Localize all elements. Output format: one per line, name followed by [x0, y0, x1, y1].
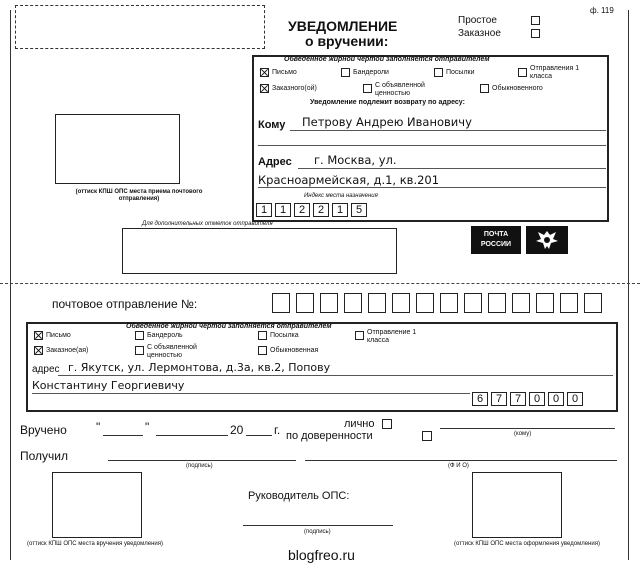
bottom-ordinary-label: Обыкновенная: [270, 347, 319, 354]
bottom-first-class-label: Отправление 1 класса: [367, 329, 417, 344]
top-first-class-checkbox[interactable]: [518, 68, 527, 77]
delivered-month-line: [156, 435, 228, 436]
bottom-parcel-label: Посылка: [270, 332, 299, 339]
top-banderol-checkbox[interactable]: [341, 68, 350, 77]
delivered-label: Вручено: [20, 423, 67, 437]
by-proxy-label: по доверенности: [286, 430, 373, 442]
komu-caption: (кому): [514, 431, 532, 437]
eagle-emblem-icon: [526, 226, 568, 254]
bottom-address-label: адрес: [32, 364, 60, 375]
shipment-number-cell[interactable]: [488, 293, 506, 313]
top-parcel-label: Посылки: [446, 69, 475, 76]
top-sender-box: [252, 55, 609, 222]
delivered-day-line: [103, 435, 143, 436]
delivered-quote-open: ": [96, 420, 101, 434]
bottom-banderol-label: Бандероль: [147, 332, 183, 339]
logo-line2: РОССИИ: [480, 241, 512, 248]
top-letter-checkbox[interactable]: [260, 68, 269, 77]
shipment-number-cell[interactable]: [272, 293, 290, 313]
bottom-sender-box: [26, 322, 618, 412]
top-address-underline2: [258, 187, 606, 188]
top-stamp-box: [55, 114, 180, 184]
shipment-number-cell[interactable]: [368, 293, 386, 313]
top-komu-value: Петрову Андрею Ивановичу: [302, 115, 472, 129]
top-index-digit: 2: [313, 203, 329, 217]
bottom-right-stamp-box: [472, 472, 562, 538]
top-address-label: Адрес: [258, 156, 292, 168]
type-registered-label: Заказное: [458, 28, 501, 39]
bottom-declared-checkbox[interactable]: [135, 346, 144, 355]
shipment-number-cell[interactable]: [296, 293, 314, 313]
delivered-quote-close: ": [145, 420, 150, 434]
pochta-logo: [471, 226, 521, 254]
received-fio-line: [305, 460, 617, 461]
bottom-banderol-checkbox[interactable]: [135, 331, 144, 340]
top-banderol-label: Бандероли: [353, 69, 389, 76]
top-fill-note: Обведенное жирной чертой заполняется отправителем: [284, 56, 490, 63]
bottom-declared-label: С объявленной ценностью: [147, 344, 197, 359]
bottom-left-stamp-box: [52, 472, 142, 538]
cut-line: [0, 283, 640, 284]
bottom-index-digit: 7: [491, 392, 507, 406]
bottom-registered-checkbox[interactable]: [34, 346, 43, 355]
delivered-g: г.: [274, 423, 281, 437]
shipment-number-cell[interactable]: [584, 293, 602, 313]
top-declared-checkbox[interactable]: [363, 84, 372, 93]
received-fio-caption: (Ф И О): [448, 463, 469, 469]
top-address-line1: г. Москва, ул.: [314, 153, 397, 167]
logo-line1: ПОЧТА: [483, 231, 509, 238]
type-registered-checkbox[interactable]: [531, 29, 540, 38]
shipment-number-cell[interactable]: [464, 293, 482, 313]
head-signature-line: [243, 525, 393, 526]
shipment-number-cell[interactable]: [416, 293, 434, 313]
komu-line: [440, 428, 615, 429]
shipment-number-cell[interactable]: [512, 293, 530, 313]
received-signature-line: [108, 460, 296, 461]
extra-marks-box: [122, 228, 397, 274]
top-declared-label: С объявленной ценностью: [375, 82, 425, 97]
top-index-digit: 2: [294, 203, 310, 217]
extra-marks-label: Для дополнительных отметок отправителя: [142, 221, 273, 227]
bottom-address-value: г. Якутск, ул. Лермонтова, д.3а, кв.2, Попову: [68, 361, 331, 374]
type-simple-checkbox[interactable]: [531, 16, 540, 25]
bottom-address-value2: Константину Георгиевичу: [32, 379, 185, 392]
top-index-digit: 1: [275, 203, 291, 217]
delivered-year-line: [246, 435, 272, 436]
top-index-label: Индекс места назначения: [304, 193, 378, 199]
bottom-index-digit: 6: [472, 392, 488, 406]
shipment-number-cell[interactable]: [344, 293, 362, 313]
by-proxy-checkbox[interactable]: [422, 431, 432, 441]
dashed-address-box: [15, 5, 265, 49]
top-letter-label: Письмо: [272, 69, 297, 76]
watermark-text: blogfreo.ru: [288, 547, 355, 563]
bottom-index-digit: 7: [510, 392, 526, 406]
shipment-number-cell[interactable]: [560, 293, 578, 313]
bottom-parcel-checkbox[interactable]: [258, 331, 267, 340]
type-simple-label: Простое: [458, 15, 497, 26]
top-komu-label: Кому: [258, 119, 286, 131]
form-title-line2: о вручении:: [305, 33, 389, 49]
bottom-letter-label: Письмо: [46, 332, 71, 339]
top-address-underline1: [298, 168, 606, 169]
top-return-note: Уведомление подлежит возврату по адресу:: [310, 99, 465, 106]
top-registered-label: Заказного(ой): [272, 85, 317, 92]
shipment-number-cell[interactable]: [320, 293, 338, 313]
top-komu-line: [290, 130, 606, 131]
top-komu-line2: [258, 145, 606, 146]
top-parcel-checkbox[interactable]: [434, 68, 443, 77]
form-title-line1: УВЕДОМЛЕНИЕ: [288, 18, 398, 34]
top-ordinary-checkbox[interactable]: [480, 84, 489, 93]
bottom-registered-label: Заказное(ая): [46, 347, 89, 354]
personally-label: лично: [344, 418, 375, 430]
top-first-class-label: Отправления 1 класса: [530, 65, 580, 80]
bottom-index-digit: 0: [548, 392, 564, 406]
head-label: Руководитель ОПС:: [248, 490, 350, 502]
top-stamp-caption: (оттиск КПШ ОПС места приема почтового отправления): [75, 189, 203, 202]
received-label: Получил: [20, 449, 68, 463]
top-registered-checkbox[interactable]: [260, 84, 269, 93]
shipment-number-cell[interactable]: [392, 293, 410, 313]
bottom-fill-note: Обведенное жирной чертой заполняется отправителем: [126, 323, 332, 330]
bottom-left-stamp-caption: (оттиск КПШ ОПС места вручения уведомления): [27, 541, 163, 547]
bottom-ordinary-checkbox[interactable]: [258, 346, 267, 355]
shipment-number-cell[interactable]: [536, 293, 554, 313]
shipment-number-cell[interactable]: [440, 293, 458, 313]
page-right-border: [628, 10, 629, 560]
top-address-line2: Красноармейская, д.1, кв.201: [258, 173, 440, 187]
top-index-digit: 5: [351, 203, 367, 217]
bottom-index-digit: 0: [529, 392, 545, 406]
top-index-digit: 1: [332, 203, 348, 217]
form-number: ф. 119: [590, 6, 614, 15]
head-signature-caption: (подпись): [304, 529, 331, 535]
bottom-index-digit: 0: [567, 392, 583, 406]
page-left-border: [10, 10, 11, 560]
personally-checkbox[interactable]: [382, 419, 392, 429]
bottom-letter-checkbox[interactable]: [34, 331, 43, 340]
received-signature-caption: (подпись): [186, 463, 213, 469]
top-ordinary-label: Обыкновенного: [492, 85, 543, 92]
shipment-label: почтовое отправление №:: [52, 297, 198, 311]
delivered-year: 20: [230, 423, 244, 437]
bottom-address-underline1: [58, 375, 613, 376]
bottom-right-stamp-caption: (оттиск КПШ ОПС места оформления уведомления): [454, 541, 600, 547]
bottom-first-class-checkbox[interactable]: [355, 331, 364, 340]
bottom-address-underline2: [32, 393, 470, 394]
top-index-digit: 1: [256, 203, 272, 217]
